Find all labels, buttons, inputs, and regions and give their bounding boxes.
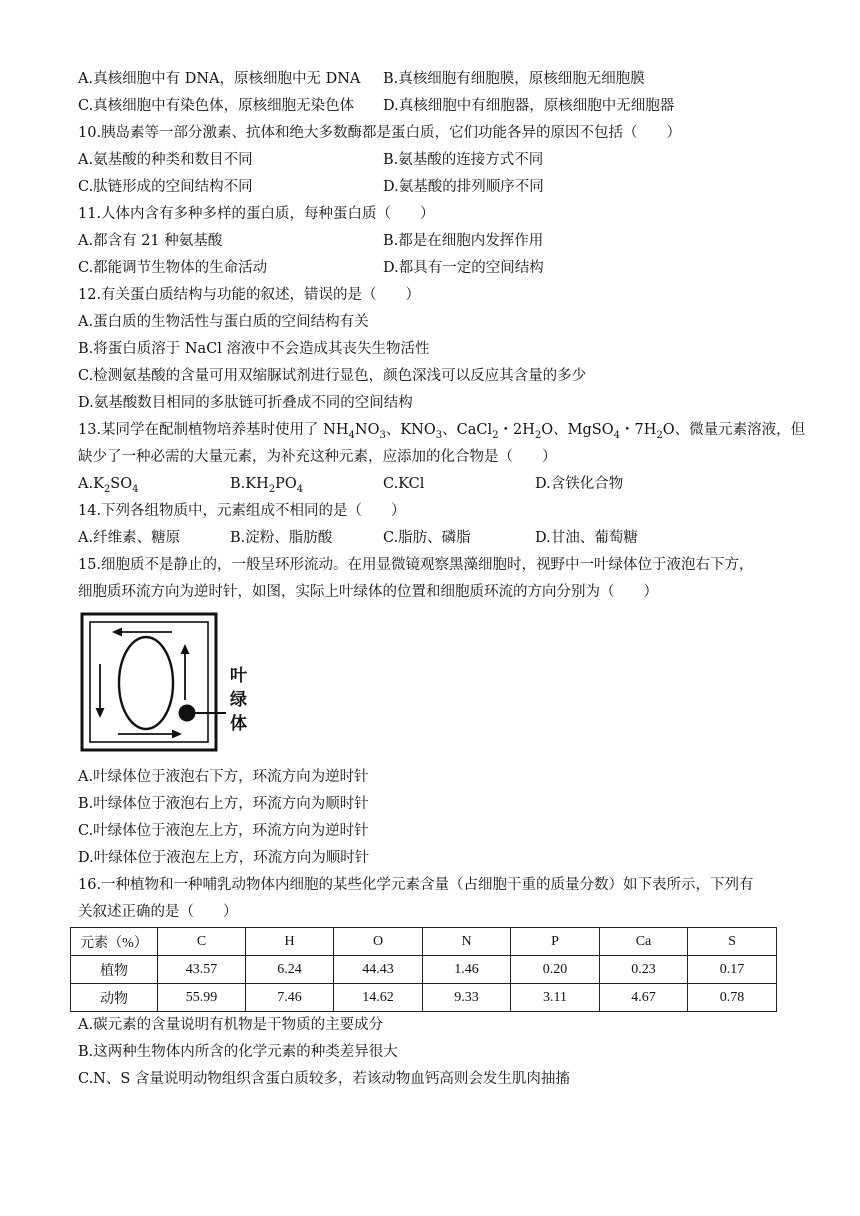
table-cell: 9.33: [423, 984, 511, 1012]
q12-stem: 12.有关蛋白质结构与功能的叙述，错误的是（ ）: [78, 287, 421, 303]
table-cell: 55.99: [158, 984, 246, 1012]
q14-option-d: D.甘油、葡萄糖: [535, 530, 638, 546]
table-cell: 植物: [71, 956, 158, 984]
table-header-cell: H: [246, 928, 334, 956]
table-header-cell: N: [423, 928, 511, 956]
table-cell: 4.67: [600, 984, 688, 1012]
q15-stem-line-2: 细胞质环流方向为逆时针，如图，实际上叶绿体的位置和细胞质环流的方向分别为（ ）: [78, 584, 658, 600]
q12-option-a: A.蛋白质的生物活性与蛋白质的空间结构有关: [78, 314, 369, 330]
table-header-cell: P: [511, 928, 600, 956]
q14-option-b: B.淀粉、脂肪酸: [230, 530, 333, 546]
table-cell: 14.62: [334, 984, 423, 1012]
q10-stem: 10.胰岛素等一部分激素、抗体和绝大多数酶都是蛋白质，它们功能各异的原因不包括（ ）: [78, 125, 682, 141]
flow-arrowhead-top: [112, 628, 122, 637]
q11-stem: 11.人体内含有多种多样的蛋白质，每种蛋白质（ ）: [78, 206, 435, 222]
q13-option-a: $A.K_2SO_4$: [78, 476, 139, 495]
q14-option-c: C.脂肪、磷脂: [383, 530, 471, 546]
q16-stem-line-1: 16.一种植物和一种哺乳动物体内细胞的某些化学元素含量（占细胞干重的质量分数）如下表所示，下列有: [78, 877, 754, 893]
q12-option-d: D.氨基酸数目相同的多肽链可折叠成不同的空间结构: [78, 395, 413, 411]
cell-cytoplasm-figure: [80, 612, 256, 754]
table-cell: 7.46: [246, 984, 334, 1012]
table-cell: 1.46: [423, 956, 511, 984]
q9-option-d: D.真核细胞中有细胞器，原核细胞中无细胞器: [383, 98, 675, 114]
vacuole: [119, 637, 173, 729]
q16-option-a: A.碳元素的含量说明有机物是干物质的主要成分: [78, 1017, 384, 1033]
q14-option-a: A.纤维素、糖原: [78, 530, 181, 546]
flow-arrowhead-bottom: [172, 730, 182, 739]
table-cell: 0.17: [688, 956, 777, 984]
table-cell: 44.43: [334, 956, 423, 984]
table-header-row: [71, 928, 777, 956]
q13-option-d: D.含铁化合物: [535, 476, 624, 492]
table-cell: 6.24: [246, 956, 334, 984]
table-cell: 0.20: [511, 956, 600, 984]
chloroplast: [179, 705, 196, 722]
q13-option-c: C.KCl: [383, 476, 425, 492]
q16-option-b: B.这两种生物体内所含的化学元素的种类差异很大: [78, 1044, 398, 1060]
table-header-cell: C: [158, 928, 246, 956]
q15-option-a: A.叶绿体位于液泡右下方，环流方向为逆时针: [78, 769, 369, 785]
table-header-cell: S: [688, 928, 777, 956]
figure-label-3: 体: [230, 714, 247, 734]
q13-option-b: $B.KH_2PO_4$: [230, 476, 304, 495]
q11-option-c: C.都能调节生物体的生命活动: [78, 260, 268, 276]
table-row: [71, 984, 777, 1012]
q12-option-b: B.将蛋白质溶于 NaCl 溶液中不会造成其丧失生物活性: [78, 341, 430, 357]
element-content-table: [70, 927, 777, 1012]
q13-stem-line-1: 13.某同学在配制植物培养基时使用了 $NH_4NO_3$、$KNO_3$、CaCl$_2$・$2H_2O$、MgSO$_4$・$7H_2O$、微量元素溶液，但: [78, 422, 806, 441]
q10-option-c: C.肽链形成的空间结构不同: [78, 179, 253, 195]
figure-label-2: 绿: [230, 690, 247, 710]
q11-option-d: D.都具有一定的空间结构: [383, 260, 544, 276]
q9-option-b: B.真核细胞有细胞膜，原核细胞无细胞膜: [383, 71, 645, 87]
q15-option-d: D.叶绿体位于液泡左上方，环流方向为顺时针: [78, 850, 370, 866]
table-cell: 动物: [71, 984, 158, 1012]
q10-option-d: D.氨基酸的排列顺序不同: [383, 179, 544, 195]
q14-stem: 14.下列各组物质中，元素组成不相同的是（ ）: [78, 503, 406, 519]
cell-membrane-inner: [90, 622, 208, 742]
figure-label-1: 叶: [230, 666, 247, 686]
table-cell: 43.57: [158, 956, 246, 984]
q16-option-c: C.N、S 含量说明动物组织含蛋白质较多，若该动物血钙高则会发生肌肉抽搐: [78, 1071, 570, 1087]
table-cell: 0.78: [688, 984, 777, 1012]
table-cell: 0.23: [600, 956, 688, 984]
table-header-cell: Ca: [600, 928, 688, 956]
table-header-cell: O: [334, 928, 423, 956]
q16-stem-line-2: 关叙述正确的是（ ）: [78, 904, 238, 920]
table-header-cell: 元素（%）: [71, 928, 158, 956]
flow-arrowhead-right: [181, 644, 190, 654]
q11-option-a: A.都含有 21 种氨基酸: [78, 233, 223, 249]
q15-option-b: B.叶绿体位于液泡右上方，环流方向为顺时针: [78, 796, 369, 812]
q9-option-c: C.真核细胞中有染色体，原核细胞无染色体: [78, 98, 355, 114]
q12-option-c: C.检测氨基酸的含量可用双缩脲试剂进行显色，颜色深浅可以反应其含量的多少: [78, 368, 587, 384]
q10-option-b: B.氨基酸的连接方式不同: [383, 152, 544, 168]
flow-arrowhead-left: [96, 708, 105, 718]
q15-stem-line-1: 15.细胞质不是静止的，一般呈环形流动。在用显微镜观察黑藻细胞时，视野中一叶绿体位于液泡右下方，: [78, 557, 754, 573]
q15-option-c: C.叶绿体位于液泡左上方，环流方向为逆时针: [78, 823, 369, 839]
q9-option-a: A.真核细胞中有 DNA，原核细胞中无 DNA: [78, 71, 361, 87]
q13-stem-line-2: 缺少了一种必需的大量元素，为补充这种元素，应添加的化合物是（ ）: [78, 449, 557, 465]
table-row: [71, 956, 777, 984]
table-cell: 3.11: [511, 984, 600, 1012]
cell-diagram: [80, 612, 256, 754]
q11-option-b: B.都是在细胞内发挥作用: [383, 233, 544, 249]
q10-option-a: A.氨基酸的种类和数目不同: [78, 152, 253, 168]
